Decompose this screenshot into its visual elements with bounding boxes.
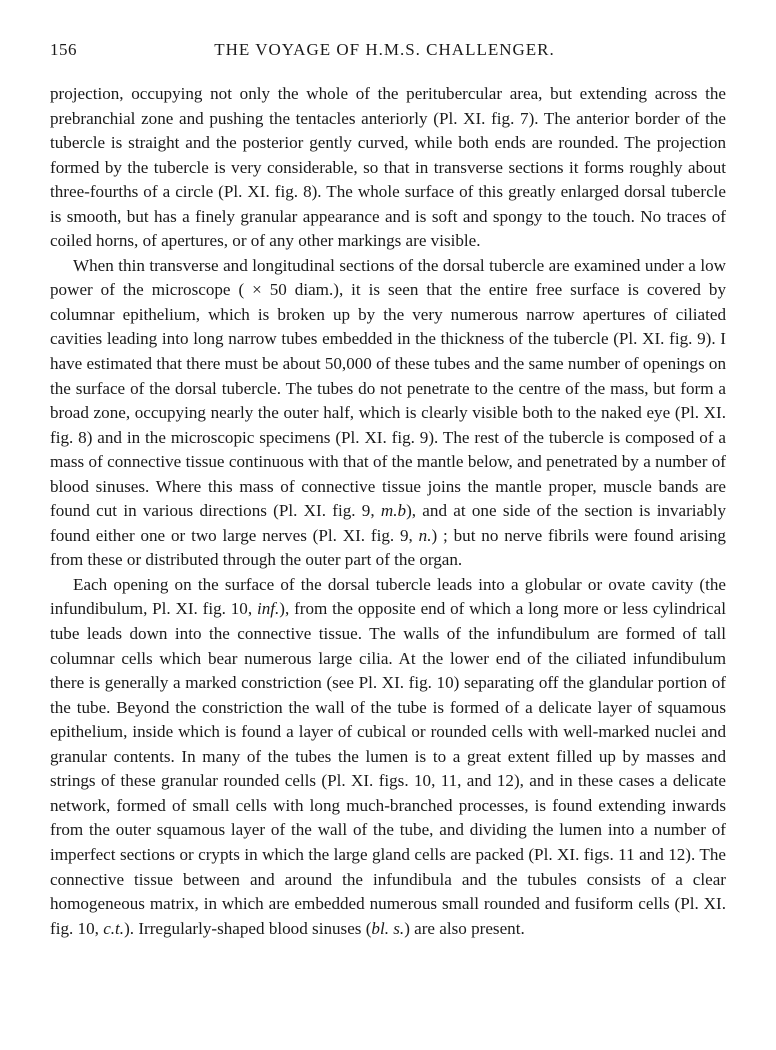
italic-abbreviation: inf. (256, 599, 280, 619)
text-run: ). Irregularly-shaped blood sinuses ( (124, 918, 372, 938)
italic-abbreviation: m.b (380, 501, 407, 521)
text-run: ), from the opposite end of which a long more or less cylindrical tube leads down into the connective tissue. The walls of the infundibulum are formed of tall columnar cells which bear numerous large cilia. At the lower end of the ciliated infundibulum there is generally a marked constriction (see Pl. XI. fig. 10) separating off the glandular portion of the tube. Beyond the constriction the wall of the tube is formed of a delicate layer of squamous epithelium, inside which is found a layer of cubical or rounded cells with well-marked nuclei and granular contents. In many of the tubes the lumen is to a great extent filled up by masses and strings of these granular rounded cells (Pl. XI. figs. 10, 11, and 12), and in these cases a delicate network, formed of small cells with long much-branched processes, is found extending inwards from the outer squamous layer of the wall of the tube, and dividing the lumen into a number of imperfect sections or crypts in which the large gland cells are packed (Pl. XI. figs. 11 and 12). The connective tissue between and around the infundibula and the tubules consists of a clear homogeneous matrix, in which are embedded numerous small rounded and fusiform cells (Pl. XI. fig. 10, (50, 599, 726, 938)
text-run: ), and at one side of the section is invariably found either one or two large nerves (Pl. XI. fig. 9, (50, 501, 726, 545)
paragraph (50, 573, 726, 941)
paragraph (50, 254, 726, 573)
paragraph (50, 82, 726, 254)
text-run: ) are also present. (404, 918, 525, 938)
text-run: ) ; but no nerve fibrils were found arising from these or distributed through the outer part of the organ. (50, 525, 726, 570)
italic-abbreviation: n. (418, 525, 432, 545)
italic-abbreviation: c.t. (103, 918, 125, 938)
text-run: projection, occupying not only the whole of the peritubercular area, but extending across the prebranchial zone and pushing the tentacles anteriorly (Pl. XI. fig. 7). The anterior border of the tubercle is straight and the posterior gently curved, while both ends are rounded. The projection formed by the tubercle is very considerable, so that in transverse sections it forms roughly about three-fourths of a circle (Pl. XI. fig. 8). The whole surface of this greatly enlarged dorsal tubercle is smooth, but has a finely granular appearance and is soft and spongy to the touch. No traces of coiled horns, of apertures, or of any other markings are visible. (50, 84, 726, 251)
italic-abbreviation: bl. s. (371, 918, 405, 938)
running-head: THE VOYAGE OF H.M.S. CHALLENGER. (214, 40, 555, 59)
page-header (50, 40, 726, 70)
text-run: Each opening on the surface of the dorsal tubercle leads into a globular or ovate cavity (the infundibulum, Pl. XI. fig. 10, (50, 574, 726, 619)
document-page (50, 40, 726, 941)
page-number: 156 (50, 40, 77, 59)
text-run: When thin transverse and longitudinal sections of the dorsal tubercle are examined under a low power of the microscope ( × 50 diam.), it is seen that the entire free surface is covered by columnar epithelium, which is broken up by the very numerous narrow apertures of ciliated cavities leading into long narrow tubes embedded in the thickness of the tubercle (Pl. XI. fig. 9). I have estimated that there must be about 50,000 of these tubes and the same number of openings on the surface of the dorsal tubercle. The tubes do not penetrate to the centre of the mass, but form a broad zone, occupying nearly the outer half, which is clearly visible both to the naked eye (Pl. XI. fig. 8) and in the microscopic specimens (Pl. XI. fig. 9). The rest of the tubercle is composed of a mass of connective tissue continuous with that of the mantle below, and penetrated by a number of blood sinuses. Where this mass of connective tissue joins the mantle proper, muscle bands are found cut in various directions (Pl. XI. fig. 9, (50, 255, 726, 521)
